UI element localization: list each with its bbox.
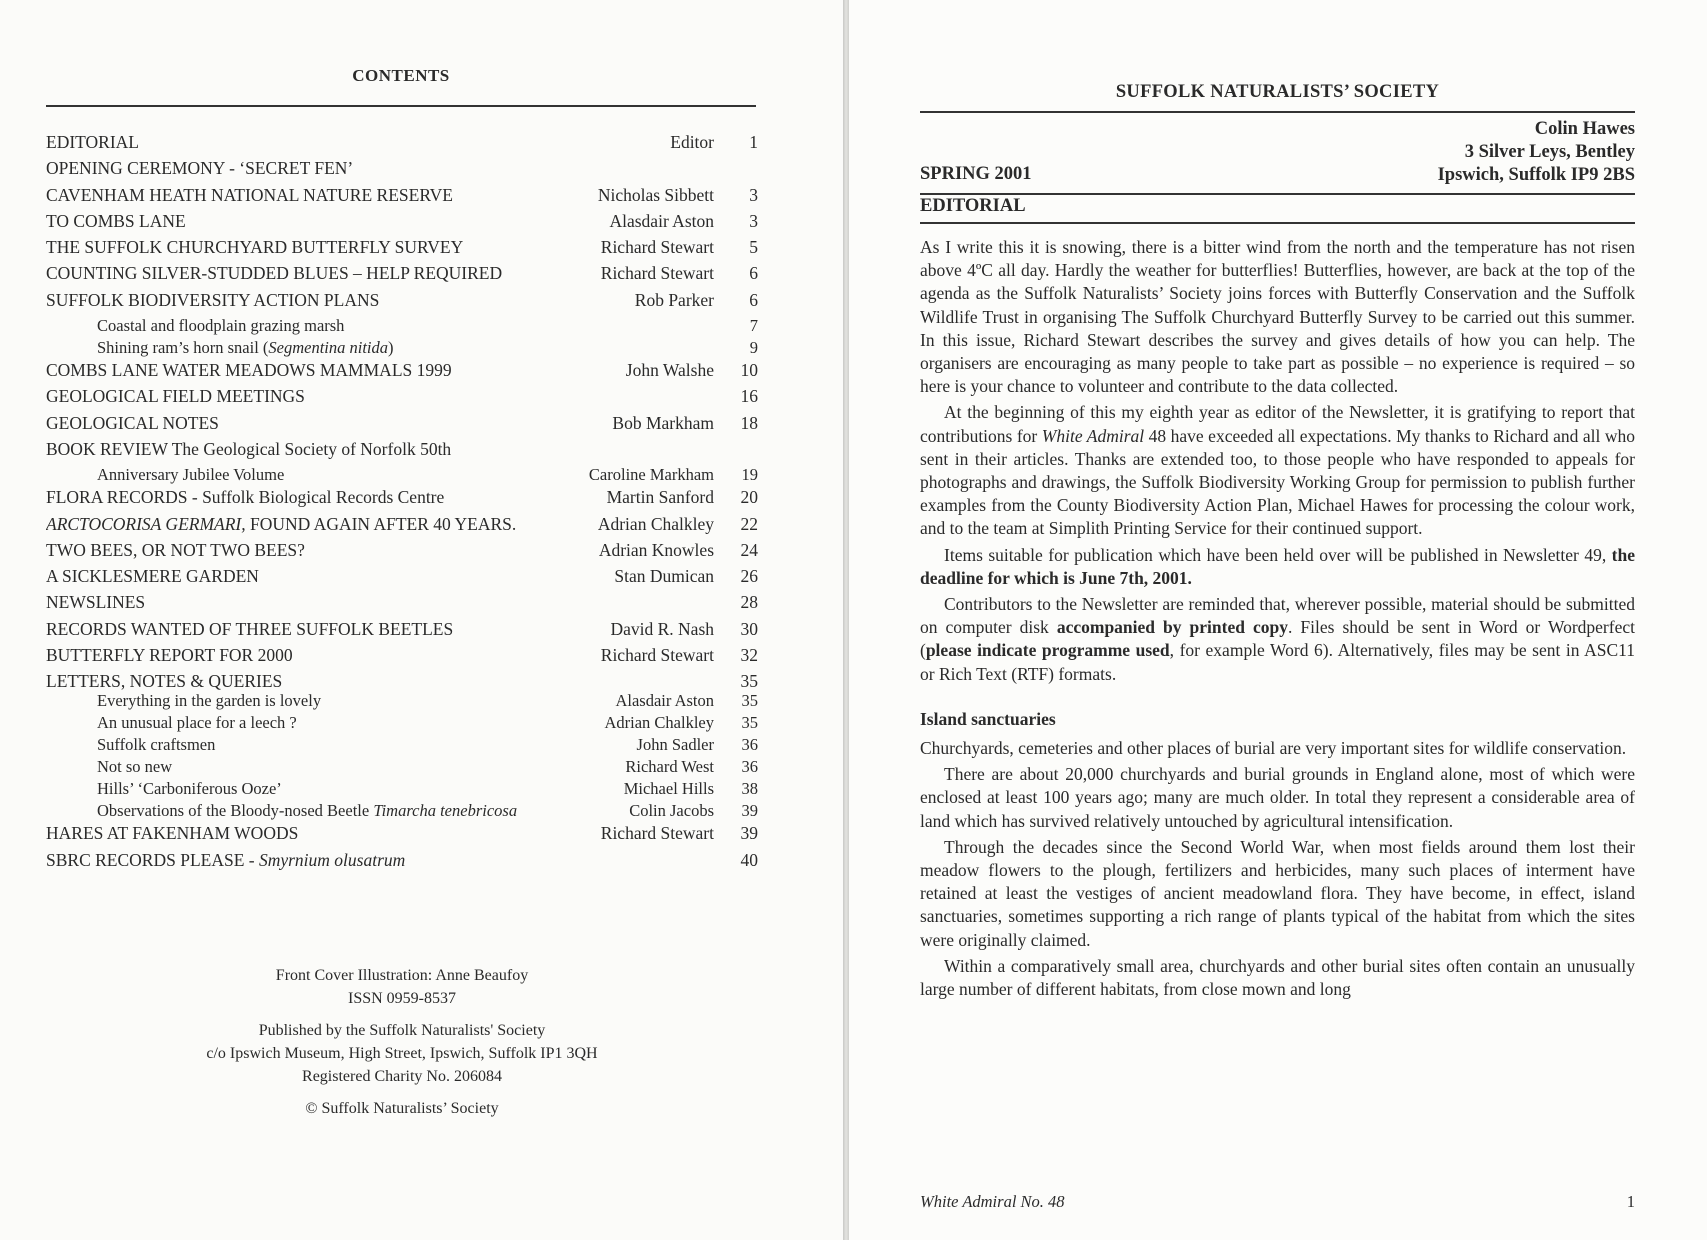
toc-row (46, 645, 758, 671)
toc-author: Michael Hills (623, 779, 714, 799)
cover-credit: Front Cover Illustration: Anne Beaufoy (275, 967, 529, 984)
address-line: Ipswich, Suffolk IP9 2BS (1437, 165, 1635, 185)
toc-title: TO COMBS LANE (46, 210, 186, 231)
toc-page-number: 10 (740, 360, 758, 381)
toc-title: TWO BEES, OR NOT TWO BEES? (46, 539, 305, 560)
footer-title: White Admiral No. 48 (920, 1192, 1065, 1211)
header-rule (920, 111, 1635, 113)
toc-row (46, 713, 758, 735)
toc-title: RECORDS WANTED OF THREE SUFFOLK BEETLES (46, 618, 454, 639)
paragraph: Through the decades since the Second World War, when most fields around them lost their meadow flowers to the plough, fertilizers and herbicides, many such places of interment have retained at least the vestiges of ancient meadowland flora. They have become, in effect, island sanctuaries, sometimes supporting a rich range of plants typical of the habitat from which the sites were originally claimed. (920, 836, 1635, 950)
toc-page-number: 35 (741, 691, 758, 711)
section-rule (920, 222, 1635, 224)
toc-row (46, 290, 758, 316)
editor-address (1438, 118, 1635, 187)
toc-title: GEOLOGICAL NOTES (46, 412, 219, 433)
toc-author: Colin Jacobs (629, 801, 714, 821)
toc-page-number: 19 (741, 465, 758, 485)
charity-number: Registered Charity No. 206084 (302, 1068, 502, 1085)
issue-season: SPRING 2001 (920, 164, 1032, 184)
contents-rule (46, 105, 756, 107)
toc-row (46, 132, 758, 158)
toc-page-number: 1 (749, 132, 758, 152)
toc-row (46, 671, 758, 691)
toc-page-number: 3 (749, 210, 758, 231)
paragraph: There are about 20,000 churchyards and burial grounds in England alone, most of which were enclosed at least 100 years ago; many are much older. In total they represent a considerable area of land which has survived relatively untouched by agricultural intensification. (920, 764, 1635, 831)
toc-page-number: 35 (740, 671, 758, 692)
toc-page-number: 22 (740, 513, 758, 534)
toc-page-number: 28 (740, 592, 758, 613)
issn: ISSN 0959-8537 (347, 990, 456, 1007)
toc-page-number: 35 (741, 713, 758, 733)
toc-title: Hills’ ‘Carboniferous Ooze’ (97, 779, 282, 799)
page-number: 1 (1626, 1192, 1635, 1211)
toc-row (46, 386, 758, 412)
toc-page-number: 9 (749, 338, 758, 358)
toc-title: COUNTING SILVER-STUDDED BLUES – HELP REQUIRED (46, 263, 503, 284)
toc-author: Rob Parker (634, 289, 714, 310)
toc-row (46, 316, 758, 338)
paragraph: Within a comparatively small area, churchyards and other burial sites often contain an unusually large number of different habitats, from close mown and long (920, 955, 1635, 1000)
toc-author: Richard West (625, 757, 714, 777)
toc-title: COMBS LANE WATER MEADOWS MAMMALS 1999 (46, 360, 452, 381)
toc-row (46, 158, 758, 184)
toc-page-number: 7 (749, 316, 758, 336)
toc-page-number: 6 (749, 263, 758, 284)
editorial-body (920, 236, 1635, 1004)
toc-author: Alasdair Aston (609, 210, 714, 231)
publisher-address: c/o Ipswich Museum, High Street, Ipswich, Suffolk IP1 3QH (206, 1045, 598, 1062)
toc-page-number: 16 (740, 386, 758, 407)
toc-page-number: 6 (749, 289, 758, 310)
toc-title: BOOK REVIEW The Geological Society of Norfolk 50th (46, 438, 452, 459)
toc-author: Caroline Markham (588, 465, 714, 485)
table-of-contents (46, 132, 758, 876)
toc-row (46, 487, 758, 513)
toc-title: NEWSLINES (46, 592, 146, 613)
toc-title: CAVENHAM HEATH NATIONAL NATURE RESERVE (46, 184, 453, 205)
toc-author: Nicholas Sibbett (597, 184, 714, 205)
toc-page-number: 5 (749, 237, 758, 258)
toc-author: Adrian Chalkley (604, 713, 714, 733)
toc-row (46, 263, 758, 289)
toc-row (46, 237, 758, 263)
editorial-page (849, 0, 1707, 1240)
address-line: Colin Hawes (1534, 119, 1635, 139)
toc-row (46, 338, 758, 360)
toc-title: HARES AT FAKENHAM WOODS (46, 823, 299, 844)
toc-title: Anniversary Jubilee Volume (97, 465, 285, 485)
toc-page-number: 30 (740, 618, 758, 639)
toc-row (46, 592, 758, 618)
toc-page-number: 38 (741, 779, 758, 799)
toc-row (46, 465, 758, 487)
toc-title: Not so new (97, 757, 173, 777)
toc-page-number: 26 (740, 566, 758, 587)
toc-title: SBRC RECORDS PLEASE - Smyrnium olusatrum (46, 849, 406, 870)
toc-title: OPENING CEREMONY - ‘SECRET FEN’ (46, 158, 354, 179)
toc-row (46, 185, 758, 211)
toc-row (46, 691, 758, 713)
toc-author: Richard Stewart (600, 823, 714, 844)
toc-author: Richard Stewart (600, 645, 714, 666)
toc-page-number: 36 (741, 735, 758, 755)
toc-title: BUTTERFLY REPORT FOR 2000 (46, 645, 293, 666)
toc-page-number: 39 (740, 823, 758, 844)
toc-page-number: 18 (740, 412, 758, 433)
toc-author: Stan Dumican (614, 566, 714, 587)
toc-row (46, 514, 758, 540)
toc-title: Coastal and floodplain grazing marsh (97, 316, 345, 336)
toc-row (46, 779, 758, 801)
toc-author: Alasdair Aston (615, 691, 714, 711)
contents-page (0, 0, 843, 1240)
toc-row (46, 823, 758, 849)
toc-author: Richard Stewart (600, 263, 714, 284)
colophon (46, 964, 758, 1120)
toc-row (46, 360, 758, 386)
toc-row (46, 566, 758, 592)
toc-page-number: 3 (749, 184, 758, 205)
toc-author: Adrian Chalkley (597, 513, 714, 534)
toc-title: A SICKLESMERE GARDEN (46, 566, 259, 587)
toc-title: Everything in the garden is lovely (97, 691, 322, 711)
paragraph: Contributors to the Newsletter are reminded that, wherever possible, material should be submitted on computer disk accompanied by printed copy. Files should be sent in Word or Wordperfect (please indicate programme used, for example Word 6). Alternatively, files may be sent in ASC11 or Rich Text (RTF) formats. (920, 594, 1635, 684)
toc-title: Shining ram’s horn snail (Segmentina nitida) (97, 338, 394, 358)
toc-title: Observations of the Bloody-nosed Beetle Timarcha tenebricosa (97, 801, 518, 821)
toc-author: Martin Sanford (606, 487, 714, 508)
society-title: SUFFOLK NATURALISTS’ SOCIETY (1115, 82, 1440, 102)
contents-title: CONTENTS (352, 66, 450, 85)
paragraph: As I write this it is snowing, there is a bitter wind from the north and the temperature has not risen above 4ºC all day. Hardly the weather for butterflies! Butterflies, however, are back at the top of the agenda as the Suffolk Naturalists’ Society joins forces with Butterfly Conservation and the Suffolk Wildlife Trust in organising The Suffolk Churchyard Butterfly Survey to be carried out this summer. In this issue, Richard Stewart describes the survey and gives details of how you can help. The organisers are encouraging as many people to take part as possible – no experience is required – so here is your chance to volunteer and contribute to the data collected. (920, 237, 1635, 397)
toc-title: THE SUFFOLK CHURCHYARD BUTTERFLY SURVEY (46, 237, 464, 258)
toc-row (46, 735, 758, 757)
toc-row (46, 757, 758, 779)
toc-title: ARCTOCORISA GERMARI, FOUND AGAIN AFTER 40 YEARS. (46, 513, 517, 534)
toc-author: Bob Markham (612, 412, 714, 433)
publisher: Published by the Suffolk Naturalists' Society (258, 1022, 546, 1039)
paragraph: Items suitable for publication which have been held over will be published in Newsletter 49, the deadline for which is June 7th, 2001. (920, 544, 1635, 588)
subheading: Island sanctuaries (920, 708, 1056, 729)
paragraph: At the beginning of this my eighth year as editor of the Newsletter, it is gratifying to report that contributions for White Admiral 48 have exceeded all expectations. My thanks to Richard and all who sent in their articles. Thanks are extended too, to those people who have responded to appeals for photographs and drawings, the Suffolk Biodiversity Working Group for permission to publish further examples from the County Biodiversity Action Plan, Michael Hawes for processing the colour work, and to the team at Simplith Printing Service for their continued support. (920, 402, 1635, 539)
toc-title: GEOLOGICAL FIELD MEETINGS (46, 386, 305, 407)
toc-title: Suffolk craftsmen (97, 735, 216, 755)
toc-page-number: 40 (740, 849, 758, 870)
toc-title: EDITORIAL (46, 132, 139, 152)
toc-row (46, 850, 758, 876)
toc-author: John Sadler (636, 735, 714, 755)
toc-row (46, 540, 758, 566)
toc-title: SUFFOLK BIODIVERSITY ACTION PLANS (46, 289, 380, 310)
toc-author: John Walshe (625, 360, 714, 381)
toc-page-number: 24 (740, 539, 758, 560)
toc-title: FLORA RECORDS - Suffolk Biological Records Centre (46, 487, 445, 508)
toc-row (46, 801, 758, 823)
copyright: © Suffolk Naturalists’ Society (305, 1100, 499, 1117)
toc-page-number: 20 (740, 487, 758, 508)
paragraph: Churchyards, cemeteries and other places of burial are very important sites for wildlife conservation. (920, 738, 1627, 759)
toc-page-number: 32 (740, 645, 758, 666)
section-heading: EDITORIAL (920, 196, 1026, 216)
toc-row (46, 439, 758, 465)
toc-row (46, 211, 758, 237)
toc-title: An unusual place for a leech ? (97, 713, 297, 733)
toc-page-number: 36 (741, 757, 758, 777)
toc-author: David R. Nash (610, 618, 714, 639)
season-rule (920, 193, 1635, 195)
toc-author: Richard Stewart (600, 237, 714, 258)
toc-row (46, 619, 758, 645)
address-line: 3 Silver Leys, Bentley (1464, 142, 1635, 162)
toc-author: Editor (670, 132, 714, 152)
toc-page-number: 39 (741, 801, 758, 821)
toc-row (46, 413, 758, 439)
toc-author: Adrian Knowles (598, 539, 714, 560)
toc-title: LETTERS, NOTES & QUERIES (46, 671, 283, 692)
